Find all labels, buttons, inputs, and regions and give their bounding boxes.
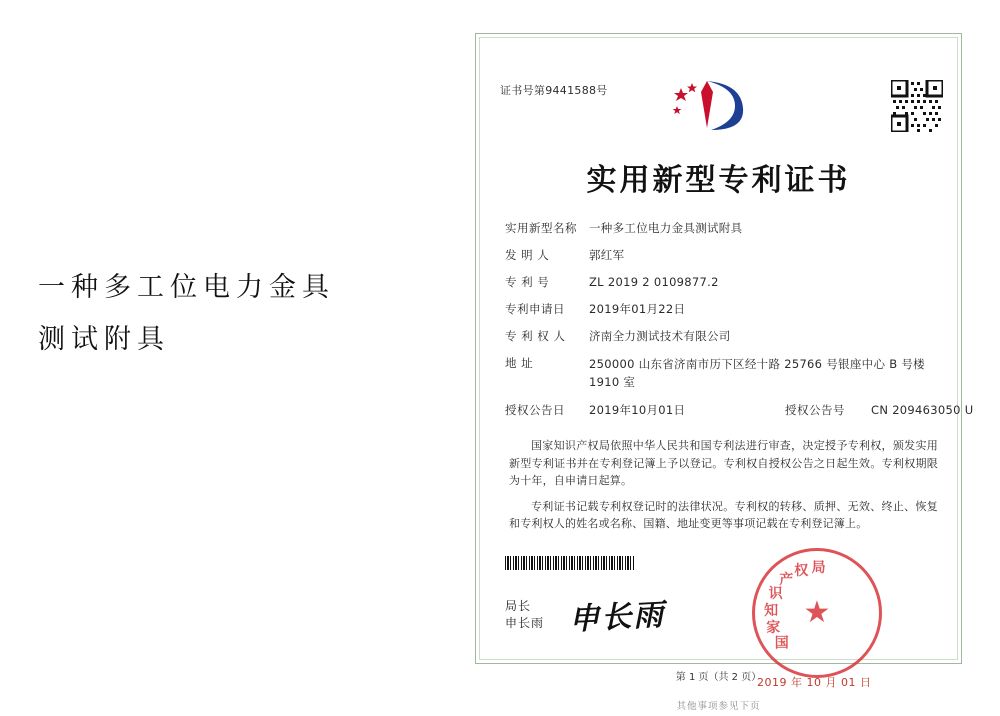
field-value-grant-number: CN 209463050 U (871, 403, 974, 417)
qr-code-icon (891, 80, 943, 132)
certificate-serial-number: 证书号第9441588号 (500, 84, 608, 97)
certificate-body-text (509, 437, 938, 541)
field-value-patentee: 济南全力测试技术有限公司 (589, 329, 731, 343)
director-signature: 申长雨 (568, 597, 667, 638)
barcode-icon (505, 556, 635, 570)
field-row-application-date (505, 301, 940, 317)
certificate-fields (505, 220, 974, 429)
field-row-address (505, 355, 940, 391)
seal-date: 2019 年 10 月 01 日 (757, 676, 872, 689)
field-label-application-date: 专利申请日 (505, 302, 565, 316)
director-block (505, 598, 544, 632)
field-label-grant-number: 授权公告号 (785, 403, 845, 417)
patent-certificate (437, 0, 1000, 716)
director-label: 局长 (505, 599, 532, 613)
body-paragraph-2: 专利证书记载专利权登记时的法律状况。专利权的转移、质押、无效、终止、恢复和专利权人的姓名或名称、国籍、地址变更等事项记载在专利登记簿上。 (509, 499, 938, 530)
field-label-address: 地 址 (505, 356, 534, 370)
field-row-grant (505, 402, 974, 418)
director-name: 申长雨 (505, 616, 545, 630)
field-row-patentee (505, 328, 940, 344)
left-caption-block (38, 262, 428, 366)
field-value-name: 一种多工位电力金具测试附具 (589, 221, 743, 235)
cnipa-logo-icon (655, 78, 763, 140)
caption-line-1: 一种多工位电力金具 (38, 272, 335, 303)
seal-star-icon: ★ (803, 596, 831, 629)
field-row-patent-number (505, 274, 940, 290)
field-value-grant-date: 2019年10月01日 (589, 403, 686, 417)
field-label-patentee: 专 利 权 人 (505, 329, 566, 343)
seal-text-ring: 国 家 知 识 产 权 局 (764, 560, 826, 652)
field-label-inventor: 发 明 人 (505, 248, 550, 262)
page-number: 第 1 页（共 2 页） (675, 672, 762, 683)
field-value-inventor: 郭红军 (589, 248, 625, 262)
field-label-name: 实用新型名称 (505, 221, 577, 235)
field-label-grant-date: 授权公告日 (505, 403, 565, 417)
field-row-inventor (505, 247, 940, 263)
certificate-title: 实用新型专利证书 (586, 163, 851, 198)
field-value-application-date: 2019年01月22日 (589, 302, 686, 316)
field-value-address: 250000 山东省济南市历下区经十路 25766 号银座中心 B 号楼 1910 室 (589, 357, 925, 389)
field-value-patent-number: ZL 2019 2 0109877.2 (589, 275, 719, 289)
official-seal-icon (752, 548, 882, 678)
field-label-patent-number: 专 利 号 (505, 275, 550, 289)
field-row-name (505, 220, 940, 236)
body-paragraph-1: 国家知识产权局依照中华人民共和国专利法进行审查，决定授予专利权，颁发实用新型专利证书并在专利登记簿上予以登记。专利权自授权公告之日起生效。专利权期限为十年，自申请日起算。 (509, 439, 938, 487)
caption-line-2: 测试附具 (38, 324, 170, 355)
footer-note: 其他事项参见下页 (676, 701, 761, 712)
